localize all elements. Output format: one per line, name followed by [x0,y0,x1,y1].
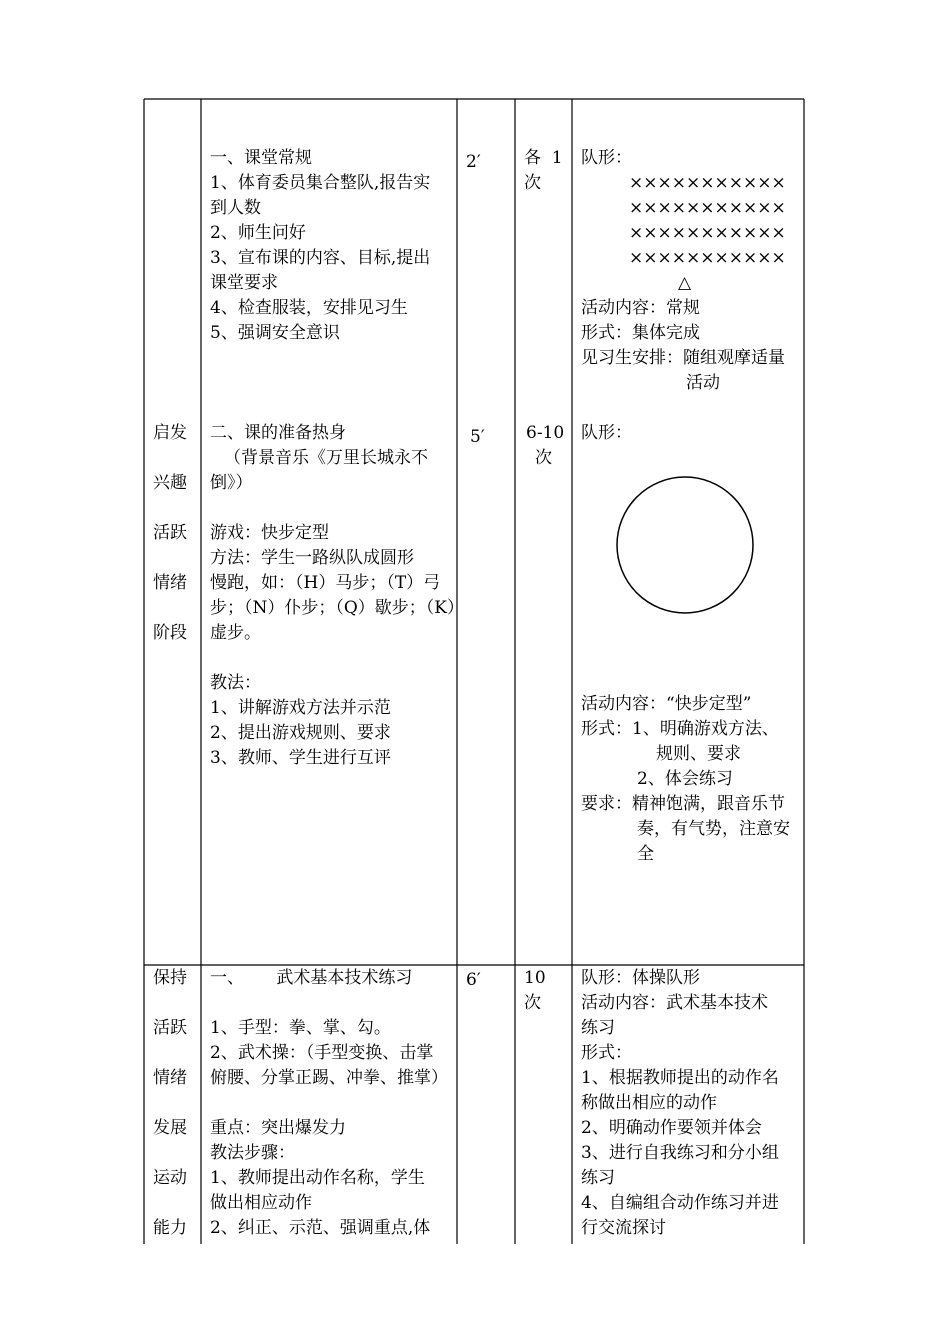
formation-row: ××××××××××× [629,248,786,268]
section2-time: 6′ [466,970,481,990]
section2-organization: 队形：体操队形 活动内容：武术基本技术 练习 形式： 1、根据教师提出的动作名 称做出相应的动作 2、明确动作要领并体会 3、进行自我练习和分小组 练习 4、自编组合动作练习并进 行交流探讨 [581,968,779,1238]
part1-organization: 队形： ××××××××××× ××××××××××× ××××××××××× ××××××××××× △ 活动内容：常规 形式：集体完成 见习生安排：随组观摩适量 活动 [581,146,801,396]
part2-organization: 活动内容：“快步定型” 形式：1、明确游戏方法、 规则、要求 2、体会练习 要求：精神饱满，跟音乐节 奏，有气势，注意安 全 [581,694,790,864]
teacher-mark: △ [678,273,692,293]
part2-time: 5′ [470,427,485,447]
stage-label-1: 启发 兴趣 活跃 情绪 阶段 [153,423,187,643]
section2-reps: 10 次 [524,968,546,1013]
circle-formation-diagram [617,477,753,613]
stage-label-2: 保持 活跃 情绪 发展 运动 能力 [153,968,187,1238]
part2-reps: 6-10 次 [526,423,565,468]
formation-row: ××××××××××× [629,198,786,218]
formation-row: ××××××××××× [629,173,786,193]
part2-formation-title: 队形： [581,423,632,443]
section2-content: 一、 武术基本技术练习 1、手型：拳、掌、勾。 2、武术操：（手型变换、击掌 俯腰、分掌正踢、冲拳、推掌） 重点：突出爆发力 教法步骤： 1、教师提出动作名称，学生 做出相应动作 2、纠正、示范、强调重点,体 [210,968,448,1238]
part1-content: 一、课堂常规 1、体育委员集合整队,报告实 到人数 2、师生问好 3、宣布课的内容、目标,提出 课堂要求 4、检查服装，安排见习生 5、强调安全意识 [210,148,431,343]
part1-reps: 各 1 次 [524,148,563,193]
part1-time: 2′ [466,152,481,172]
part2-content: 二、课的准备热身 （背景音乐《万里长城永不 倒》） 游戏：快步定型 方法：学生一路纵队成圆形 慢跑，如：（H）马步；（T）弓 步；（N）仆步；（Q）歇步；（K） 虚步。 教法： 1、讲解游戏方法并示范 2、提出游戏规则、要求 3、教师、学生进行互评 [210,423,465,768]
formation-row: ××××××××××× [629,223,786,243]
